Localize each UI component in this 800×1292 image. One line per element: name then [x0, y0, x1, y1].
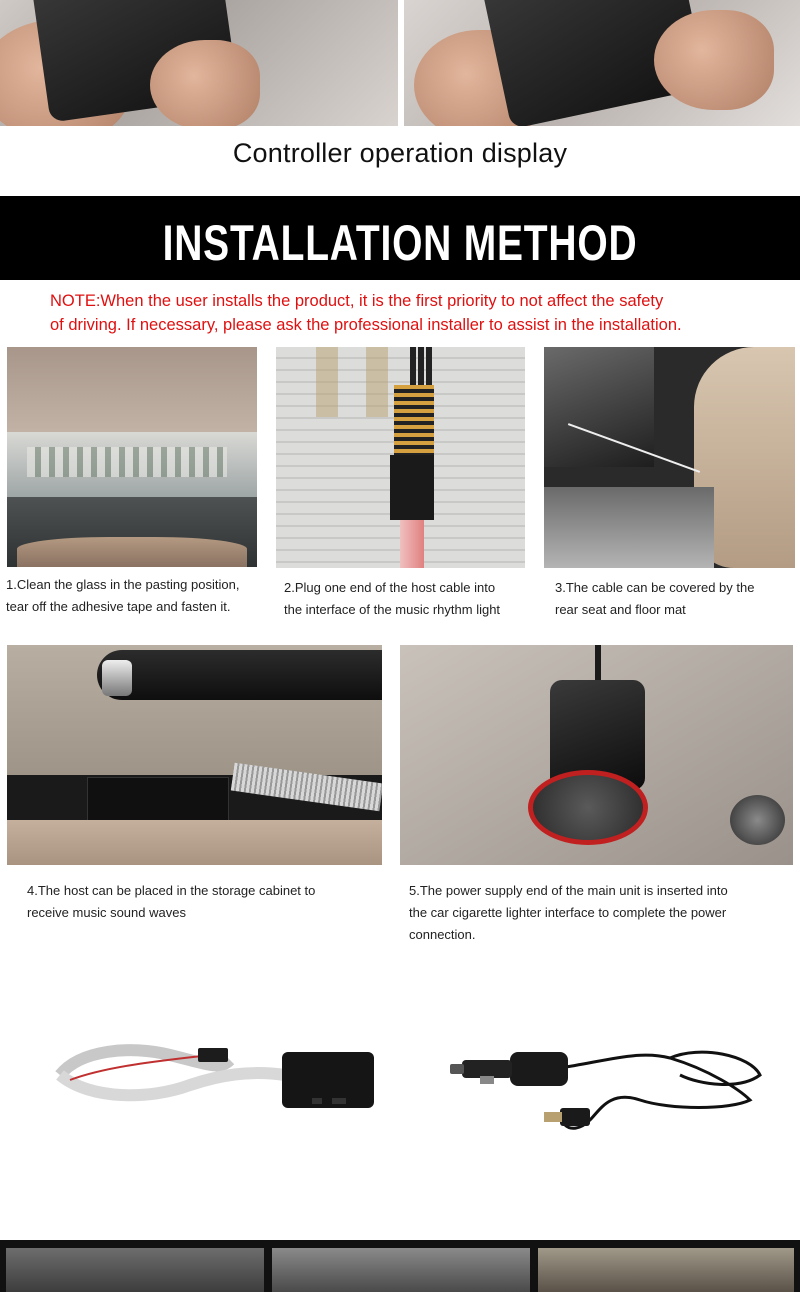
- note-line-2: of driving. If necessary, please ask the professional installer to assist in the installation.: [50, 316, 682, 334]
- step-1-line-2: tear off the adhesive tape and fasten it.: [6, 599, 231, 614]
- step-1-text: [6, 574, 268, 618]
- bottom-photo-3: [538, 1248, 794, 1292]
- step-4-photo: [7, 645, 382, 865]
- step-4-text: [27, 880, 387, 924]
- step-4-line-2: receive music sound waves: [27, 905, 186, 920]
- step-5-photo: [400, 645, 793, 865]
- step-2-line-2: the interface of the music rhythm light: [284, 602, 501, 617]
- step-1-line-1: 1.Clean the glass in the pasting position,: [6, 577, 240, 592]
- step-5-line-2: the car cigarette lighter interface to complete the power: [409, 905, 727, 920]
- controller-caption: Controller operation display: [232, 138, 568, 168]
- host-unit-image: [50, 1030, 380, 1120]
- power-cable-image: [440, 1030, 770, 1140]
- step-5-line-1: 5.The power supply end of the main unit is inserted into: [409, 883, 728, 898]
- step-3-text: [555, 577, 795, 621]
- step-2-photo: [276, 347, 525, 568]
- bottom-photo-2: [272, 1248, 530, 1292]
- step-3-line-1: 3.The cable can be covered by the: [555, 580, 755, 595]
- controller-photo-left: [0, 0, 398, 126]
- step-3-photo: [544, 347, 795, 568]
- controller-photo-right: [404, 0, 800, 126]
- step-2-line-1: 2.Plug one end of the host cable into: [284, 580, 496, 595]
- step-1-photo: [7, 347, 257, 567]
- step-4-line-1: 4.The host can be placed in the storage cabinet to: [27, 883, 316, 898]
- step-5-text: [409, 880, 789, 946]
- step-3-line-2: rear seat and floor mat: [555, 602, 686, 617]
- note-line-1: NOTE:When the user installs the product, it is the first priority to not affect the safety: [50, 292, 664, 310]
- section-title: INSTALLATION METHOD: [162, 215, 638, 271]
- step-5-line-3: connection.: [409, 927, 476, 942]
- bottom-photo-1: [6, 1248, 264, 1292]
- step-2-text: [284, 577, 539, 621]
